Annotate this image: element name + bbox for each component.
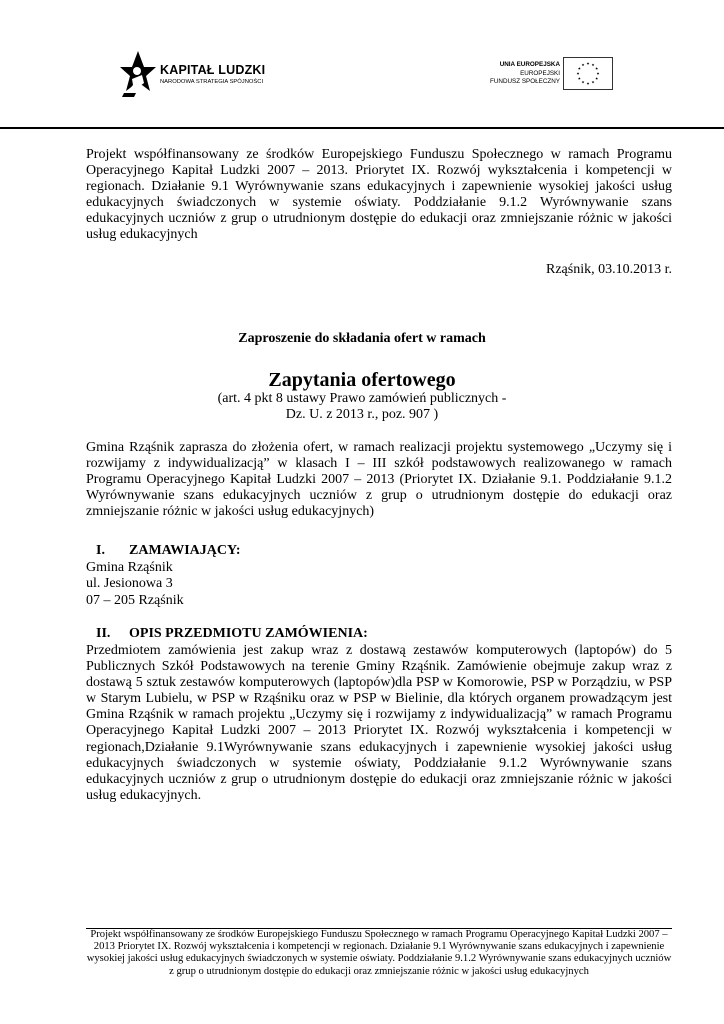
eu-flag-icon	[563, 57, 613, 90]
intro-paragraph: Projekt współfinansowany ze środków Europejskiego Funduszu Społecznego w ramach Programu Operacyjnego Kapitał Ludzki 2007 – 2013. Priorytet IX. Rozwój wykształcenia i kompetencji w regionach. Działanie 9.1 Wyrównywanie szans edukacyjnych i zapewnienie wysokiej jakości usług edukacyjnych świadczonych w systemie oświaty. Poddziałanie 9.1.2 Wyrównywanie szans edukacyjnych uczniów z grup o utrudnionym dostępie do edukacji oraz zmniejszanie różnic w jakości usług edukacyjnych	[86, 147, 672, 243]
section-number: II.	[96, 626, 111, 641]
section-heading-contracting-authority	[96, 543, 241, 559]
kapital-ludzki-title: KAPITAŁ LUDZKI	[160, 63, 266, 77]
document-title: Zapytania ofertowego	[268, 369, 456, 391]
page-footer: Projekt współfinansowany ze środków Europejskiego Funduszu Społecznego w ramach Programu Operacyjnego Kapitał Ludzki 2007 – 2013 Priorytet IX. Rozwój wykształcenia i kompetencji w regionach. Działanie 9.1 Wyrównywanie szans edukacyjnych i zapewnienie wysokiej jakości usług edukacyjnych świadczonych w systemie oświaty. Poddziałanie 9.1.2 Wyrównywanie szans edukacyjnych uczniów z grup o utrudnionym dostępie do edukacji oraz zmniejszanie różnic w jakości usług edukacyjnych	[86, 929, 672, 977]
section-title: OPIS PRZEDMIOTU ZAMÓWIENIA:	[129, 626, 368, 641]
address-line: Gmina Rząśnik	[86, 560, 173, 575]
eu-line-3: FUNDUSZ SPOŁECZNY	[490, 78, 560, 85]
legal-basis	[0, 391, 724, 423]
kapital-ludzki-subtitle: NARODOWA STRATEGIA SPÓJNOŚCI	[160, 79, 264, 85]
document-date: Rząśnik, 03.10.2013 r.	[546, 262, 672, 277]
eu-logo	[470, 56, 615, 92]
eu-line-1: UNIA EUROPEJSKA	[499, 61, 560, 68]
legal-basis-line-2: Dz. U. z 2013 r., poz. 907 )	[285, 407, 439, 422]
kapital-ludzki-logo	[118, 49, 298, 99]
section-title: ZAMAWIAJĄCY:	[129, 543, 241, 558]
header-divider	[0, 127, 724, 129]
section-number: I.	[96, 543, 105, 558]
kapital-ludzki-emblem-icon	[118, 49, 158, 99]
invitation-paragraph: Gmina Rząśnik zaprasza do złożenia ofert, w ramach realizacji projektu systemowego „Uczymy się i rozwijamy z indywidualizacją” w klasach I – III szkół podstawowych realizowanego w ramach Programu Operacyjnego Kapitał Ludzki 2007 – 2013 (Priorytet IX. Działanie 9.1. Poddziałanie 9.1.2 Wyrównywanie szans edukacyjnych uczniów z grup o utrudnionym dostępie do edukacji oraz zmniejszanie różnic w jakości usług edukacyjnych)	[86, 440, 672, 520]
invitation-heading: Zaproszenie do składania ofert w ramach	[238, 331, 486, 346]
legal-basis-line-1: (art. 4 pkt 8 ustawy Prawo zamówień publicznych -	[217, 391, 507, 406]
address-line: 07 – 205 Rząśnik	[86, 592, 184, 608]
section-heading-order-description	[96, 626, 368, 642]
order-description-paragraph: Przedmiotem zamówienia jest zakup wraz z dostawą zestawów komputerowych (laptopów) do 5 Publicznych Szkół Podstawowych na terenie Gminy Rząśnik. Zamówienie obejmuje zakup wraz z dostawą 5 sztuk zestawów komputerowych (laptopów)dla PSP w Komorowie, PSP w Porządziu, w PSP w Starym Lubielu, w PSP w Rząśniku oraz w PSP w Bielinie, dla których organem prowadzącym jest Gmina Rząśnik w ramach projektu „Uczymy się i rozwijamy z indywidualizacją” w ramach Programu Operacyjnego Kapitał Ludzki 2007 – 2013 Priorytet IX. Rozwój wykształcenia i kompetencji w regionach,Działanie 9.1Wyrównywanie szans edukacyjnych i zapewnienie wysokiej jakości usług edukacyjnych świadczonych w systemie oświaty, Poddziałanie 9.1.2 Wyrównywanie szans edukacyjnych uczniów z grup o utrudnionym dostępie do edukacji oraz zmniejszanie różnic w jakości usług edukacyjnych.	[86, 643, 672, 803]
eu-line-2: EUROPEJSKI	[520, 69, 560, 77]
eu-logo-text	[490, 61, 560, 87]
contracting-authority-address	[86, 560, 184, 609]
address-line: ul. Jesionowa 3	[86, 576, 173, 592]
